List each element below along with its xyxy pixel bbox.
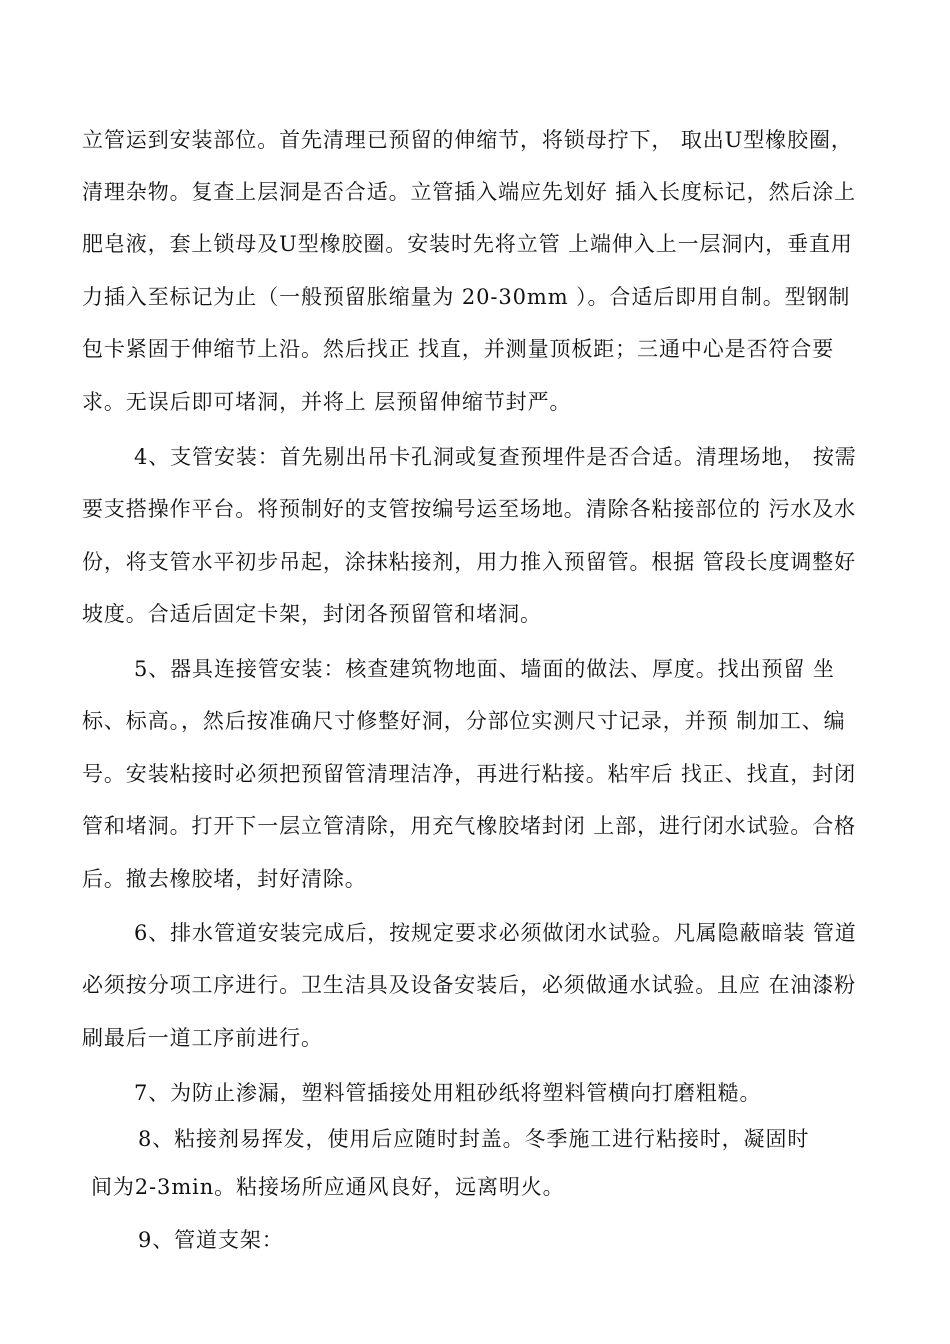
paragraph-line: 号。安装粘接时必须把预留管清理洁净，再进行粘接。粘牢后 找正、找直，封闭 [82, 762, 857, 786]
paragraph-line: 8、粘接剂易挥发，使用后应随时封盖。冬季施工进行粘接时，凝固时 [138, 1127, 810, 1151]
paragraph-line: 6、排水管道安装完成后，按规定要求必须做闭水试验。凡属隐蔽暗装 管道 [134, 921, 857, 945]
paragraph-line: 后。撤去橡胶堵，封好清除。 [82, 867, 367, 891]
paragraph-line: 4、支管安装：首先剔出吊卡孔洞或复查预埋件是否合适。清理场地， 按需 [134, 445, 857, 469]
paragraph-line: 坡度。合适后固定卡架，封闭各预留管和堵洞。 [82, 602, 542, 626]
paragraph-line: 力插入至标记为止（一般预留胀缩量为 20-30mm ）。合适后即用自制。型钢制 [82, 285, 851, 309]
paragraph-line: 必须按分项工序进行。卫生洁具及设备安装后，必须做通水试验。且应 在油漆粉 [82, 973, 857, 997]
paragraph-line: 间为2-3min。粘接场所应通风良好，远离明火。 [91, 1175, 565, 1199]
paragraph-line: 刷最后一道工序前进行。 [82, 1026, 323, 1050]
paragraph-line: 清理杂物。复查上层洞是否合适。立管插入端应先划好 插入长度标记，然后涂上 [82, 180, 857, 204]
paragraph-line: 要支搭操作平台。将预制好的支管按编号运至场地。清除各粘接部位的 污水及水 [82, 497, 857, 521]
paragraph-line: 份，将支管水平初步吊起，涂抹粘接剂，用力推入预留管。根据 管段长度调整好 [82, 550, 857, 574]
paragraph-line: 9、管道支架： [138, 1228, 284, 1252]
paragraph-line: 包卡紧固于伸缩节上沿。然后找正 找直，并测量顶板距；三通中心是否符合要 [82, 337, 835, 361]
paragraph-line: 立管运到安装部位。首先清理已预留的伸缩节，将锁母拧下， 取出U型橡胶圈， [82, 128, 853, 152]
paragraph-line: 管和堵洞。打开下一层立管清除，用充气橡胶堵封闭 上部，进行闭水试验。合格 [82, 814, 857, 838]
paragraph-line: 标、标高。，然后按准确尺寸修整好洞，分部位实测尺寸记录，并预 制加工、编 [82, 709, 846, 733]
paragraph-line: 7、为防止渗漏，塑料管插接处用粗砂纸将塑料管横向打磨粗糙。 [134, 1081, 762, 1105]
paragraph-line: 肥皂液，套上锁母及U型橡胶圈。安装时先将立管 上端伸入上一层洞内，垂直用 [82, 232, 853, 256]
paragraph-line: 5、器具连接管安装：核查建筑物地面、墙面的做法、厚度。找出预留 坐 [134, 657, 835, 681]
paragraph-line: 求。无误后即可堵洞，并将上 层预留伸缩节封严。 [82, 390, 572, 414]
